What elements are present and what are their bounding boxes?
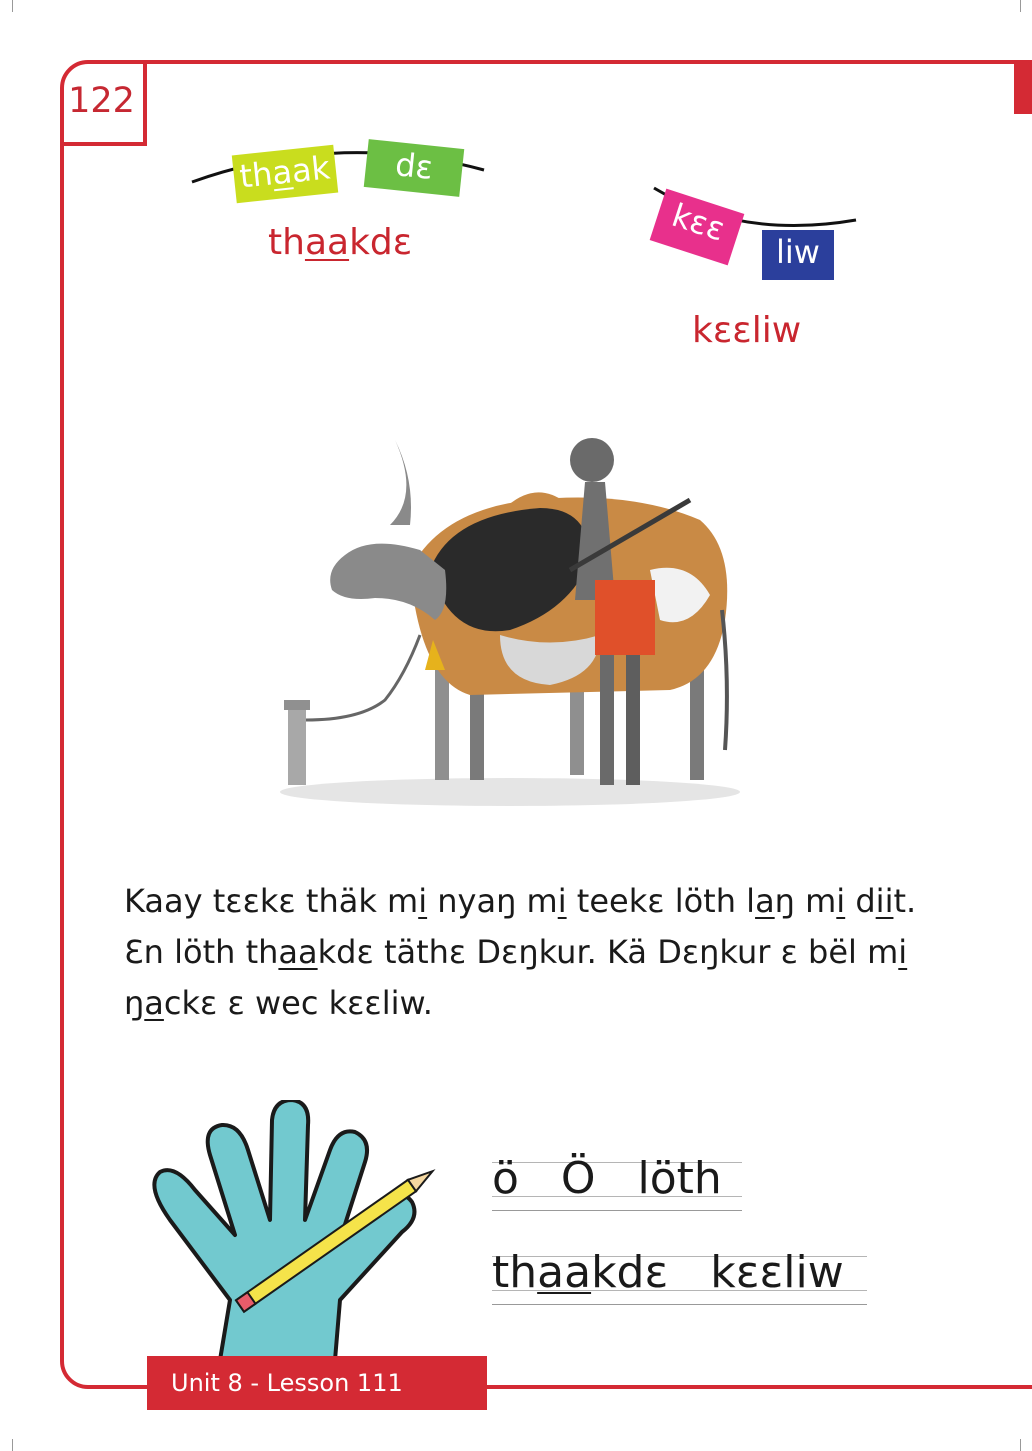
crop-mark: [1020, 1439, 1021, 1451]
crop-mark: [12, 0, 13, 12]
syllable-flag-liw: liw: [762, 230, 834, 280]
word-keeliw: kɛɛliw: [692, 310, 802, 351]
practice-line-1: ö Ö löth: [492, 1148, 742, 1211]
lesson-footer: [147, 1356, 487, 1410]
crop-mark: [12, 1439, 13, 1451]
syllable-flag-kee: kɛɛ: [650, 189, 745, 266]
page-number: 122: [68, 81, 135, 121]
practice-line-2: thaakdɛ kɛɛliw: [492, 1242, 867, 1305]
page-number-box: [60, 60, 147, 146]
story-line: Ɛn löth thaakdɛ täthɛ Dɛŋkur. Kä Dɛŋkur ɛ bël mi: [124, 933, 908, 971]
word-thaakde: thaakdɛ: [268, 222, 413, 263]
pencil-icon: [228, 1166, 438, 1318]
edge-tab: [1014, 60, 1032, 114]
story-paragraph: [124, 876, 984, 1029]
story-line: Kaay tɛɛkɛ thäk mi nyaŋ mi teekɛ löth laŋ mi diit.: [124, 882, 917, 920]
syllable-flag-de: dɛ: [364, 139, 464, 197]
lesson-label: Unit 8 - Lesson 111: [171, 1369, 403, 1397]
crop-mark: [1020, 0, 1021, 12]
syllable-flag-thaak: thaak: [232, 145, 338, 203]
story-line: ŋackɛ ɛ wec kɛɛliw.: [124, 984, 433, 1022]
cow-illustration: [270, 420, 750, 840]
